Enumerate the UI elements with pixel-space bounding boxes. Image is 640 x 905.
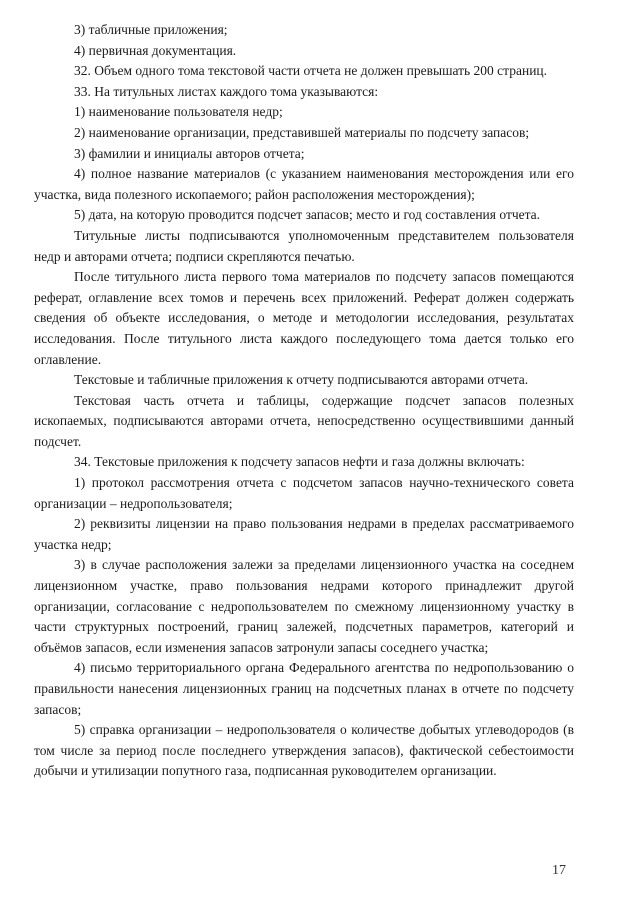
list-item: 1) наименование пользователя недр; — [74, 104, 283, 120]
document-body — [34, 20, 574, 782]
list-item: 4) полное название материалов (с указанием наименования месторождения или его участка, вида полезного ископаемого; район расположения месторождения); — [34, 166, 574, 202]
list-item: 4) первичная документация. — [74, 42, 237, 58]
body-paragraph: После титульного листа первого тома материалов по подсчету запасов помещаются реферат, оглавление всех томов и перечень всех приложений. Реферат должен содержать сведения об объекте исследования, о методе и методологии исследования, результатах исследования. После титульного листа каждого последующего тома дается только его оглавление. — [34, 269, 574, 367]
list-item: 5) справка организации – недропользователя о количестве добытых углеводородов (в том числе за период после последнего утверждения запасов), фактической себестоимости добычи и утилизации попутного газа, подписанная руководителем организации. — [34, 722, 574, 779]
clause-paragraph: 32. Объем одного тома текстовой части отчета не должен превышать 200 страниц. — [74, 63, 548, 79]
list-item: 4) письмо территориального органа Федерального агентства по недропользованию о правильности нанесения лицензионных границ на подсчетных планах в отчете по подсчету запасов; — [34, 660, 574, 717]
body-paragraph: Титульные листы подписываются уполномоченным представителем пользователя недр и авторами отчета; подписи скрепляются печатью. — [34, 227, 574, 264]
clause-paragraph: 33. На титульных листах каждого тома указываются: — [74, 83, 379, 99]
clause-paragraph: 34. Текстовые приложения к подсчету запасов нефти и газа должны включать: — [74, 454, 525, 470]
list-item: 3) табличные приложения; — [74, 22, 228, 37]
list-item: 3) в случае расположения залежи за пределами лицензионного участка на соседнем лицензионном участке, право пользования недрами которого принадлежит другой организации, согласование с недропользователем по смежному лицензионному участку в части структурных построений, границ залежей, подсчетных параметров, категорий и объёмов запасов, если изменения запасов затронули запасы соседнего участка; — [34, 557, 574, 655]
list-item: 1) протокол рассмотрения отчета с подсчетом запасов научно-технического совета организации – недропользователя; — [34, 475, 574, 511]
body-paragraph: Текстовые и табличные приложения к отчету подписываются авторами отчета. — [74, 372, 529, 388]
body-paragraph: Текстовая часть отчета и таблицы, содержащие подсчет запасов полезных ископаемых, подписываются авторами отчета, непосредственно осуществившими данный подсчет. — [34, 392, 574, 449]
list-item: 5) дата, на которую проводится подсчет запасов; место и год составления отчета. — [74, 207, 541, 223]
list-item: 2) наименование организации, представившей материалы по подсчету запасов; — [74, 124, 530, 140]
list-item: 3) фамилии и инициалы авторов отчета; — [74, 145, 305, 161]
list-item: 2) реквизиты лицензии на право пользования недрами в пределах рассматриваемого участка недр; — [34, 516, 574, 552]
page-number: 17 — [552, 863, 566, 878]
